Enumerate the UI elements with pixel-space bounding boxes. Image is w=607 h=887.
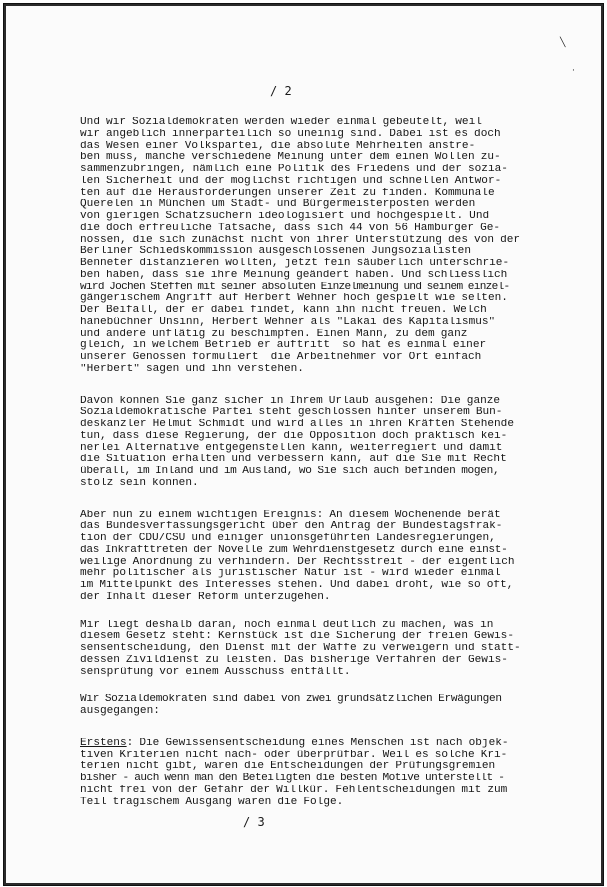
text-line: sammenzubringen, nämlich eine Politik des Friedens und der sozia-	[80, 164, 508, 175]
text-line: Teil tragischem Ausgang waren die Folge.	[80, 796, 344, 808]
text-line: das Bundesverfassungsgericht über den Antrag der Bundestagsfrak-	[80, 521, 503, 533]
text-line: bisher - auch wenn man den Beteiligten die besten Motive unterstellt -	[80, 773, 505, 784]
text-line: die doch erfreuliche Tatsache, dass sich 44 von 56 Hamburger Ge-	[80, 222, 501, 234]
text-line: tion der CDU/CSU und einiger unionsgeführten Landesregierungen,	[80, 533, 496, 544]
text-line: die Situation erhalten und verbessern kann, auf die Sie mit Recht	[80, 454, 507, 466]
text-line	[80, 738, 595, 750]
text-line: mehr politischer als juristischer Natur ist - wird wieder einmal	[80, 568, 501, 580]
paragraph	[80, 738, 595, 809]
text-line: Mir liegt deshalb daran, noch einmal deutlich zu machen, was in	[80, 619, 494, 631]
text-line: ausgegangen:	[80, 706, 160, 717]
text-line: Davon können Sie ganz sicher in Ihrem Urlaub ausgehen: Die ganze	[80, 395, 501, 407]
text-line: tiven Kriterien nicht nach- oder überprüfbar. Weil es solche Kri-	[80, 749, 508, 761]
text-line: weilige Anordnung zu verhindern. Der Rechtsstreit - der eigentlich	[80, 556, 515, 568]
text-line: len Sicherheit und der möglichst richtigen und schnellen Antwor-	[80, 175, 502, 187]
text-line: ben haben, dass sie ihre Meinung geändert haben. Und schliesslich	[80, 269, 508, 281]
scan-mark: ╲	[560, 38, 566, 48]
text-line: sensprüfung vor einem Ausschuss entfällt.	[80, 666, 351, 678]
text-line: Und wir Sozialdemokraten werden wieder einmal gebeutelt, weil	[80, 117, 482, 128]
text-line: Berliner Schiedskommission ausgeschlossenen Jungsozialisten	[80, 246, 471, 258]
underlined-lead-word: Erstens	[80, 737, 127, 749]
page-number-footer: / 3	[243, 815, 265, 829]
scan-mark: ·	[572, 66, 575, 76]
text-line: nicht frei von der Gefahr der Willkür. Fehlentscheidungen mit zum	[80, 784, 508, 796]
text-line: überall, im Inland und im Ausland, wo Sie sich auch befinden mögen,	[80, 466, 500, 477]
page-number-header: / 2	[270, 84, 292, 98]
text-line: Aber nun zu einem wichtigen Ereignis: An diesem Wochenende berät	[80, 509, 501, 521]
text-line: "Herbert" sagen und ihn verstehen.	[80, 363, 304, 375]
paragraph	[80, 117, 595, 376]
text-line: Benneter distanzieren wollten, jetzt fein säuberlich unterschrie-	[80, 258, 510, 269]
text-line: nerlei Alternative entgegenstellen kann, weiterregiert und damit	[80, 442, 503, 454]
paragraph	[80, 510, 595, 604]
text-line: diesem Gesetz steht: Kernstück ist die Sicherung der freien Gewis-	[80, 631, 514, 643]
text-line: der Inhalt dieser Reform unterzugehen.	[80, 591, 331, 603]
text-line: unserer Genossen formuliert die Arbeitnehmer vor Ort einfach	[80, 352, 482, 363]
text-fragment: : Die Gewissensentscheidung eines Menschen ist nach objek-	[126, 737, 509, 749]
text-line: Sozialdemokratische Partei steht geschlossen hinter unserem Bun-	[80, 407, 503, 419]
text-line: stolz sein können.	[80, 477, 199, 489]
text-line: tun, dass diese Regierung, der die Opposition doch praktisch kei-	[80, 430, 508, 442]
text-line: von gierigen Schatzsuchern ideologisiert und hochgespielt. Und	[80, 211, 490, 222]
text-line: wir angeblich innerparteilich so uneinig sind. Dabei ist es doch	[80, 128, 501, 140]
paragraph	[80, 694, 595, 718]
text-line: sensentscheidung, den Dienst mit der Waffe zu verweigern und statt-	[80, 643, 521, 654]
text-line: gleich, in welchem Betrieb er auftritt so hat es einmal einer	[80, 340, 487, 352]
text-line: und andere unflätig zu beschimpfen. Einen Mann, zu dem ganz	[80, 328, 468, 340]
text-line: wird Jochen Steffen mit seiner absoluten Einzelmeinung und seinem einzel-	[80, 281, 510, 293]
text-line: das Wesen einer Volkspartei, die absolute Mehrheiten anstre-	[80, 140, 476, 152]
text-line: ben muss, manche verschiedene Meinung unter dem einen Wollen zu-	[80, 152, 501, 164]
text-line: terien nicht gibt, waren die Entscheidungen der Prüfungsgremien	[80, 761, 496, 773]
text-line: Der Beifall, der er dabei findet, kann ihn nicht freuen. Welch	[80, 305, 487, 316]
paragraph	[80, 620, 595, 679]
text-line: Wir Sozialdemokraten sind dabei von zwei grundsätzlichen Erwägungen	[80, 694, 502, 706]
document-body	[80, 117, 595, 808]
text-line: dessen Zivildienst zu leisten. Das bisherige Verfahren der Gewis-	[80, 654, 508, 666]
paragraph	[80, 396, 595, 490]
text-line: im Mittelpunkt des Interesses stehen. Und dabei droht, wie so oft,	[80, 580, 514, 591]
text-line: gängerischem Angriff auf Herbert Wehner hoch gespielt wie selten.	[80, 293, 508, 305]
text-line: hanebüchner Unsinn, Herbert Wehner als "Lakai des Kapitalismus"	[80, 316, 496, 328]
text-line: Querelen in München um Stadt- und Bürgermeisterposten werden	[80, 199, 476, 211]
text-line: ten auf die Herausforderungen unserer Zeit zu finden. Kommunale	[80, 187, 495, 199]
text-line: nossen, die sich zunächst nicht von ihrer Unterstützung des von der	[80, 234, 521, 246]
text-line: deskanzler Helmut Schmidt und wird alles in ihren Kräften Stehende	[80, 419, 514, 430]
text-line: das Inkrafttreten der Novelle zum Wehrdienstgesetz durch eine einst-	[80, 544, 508, 556]
